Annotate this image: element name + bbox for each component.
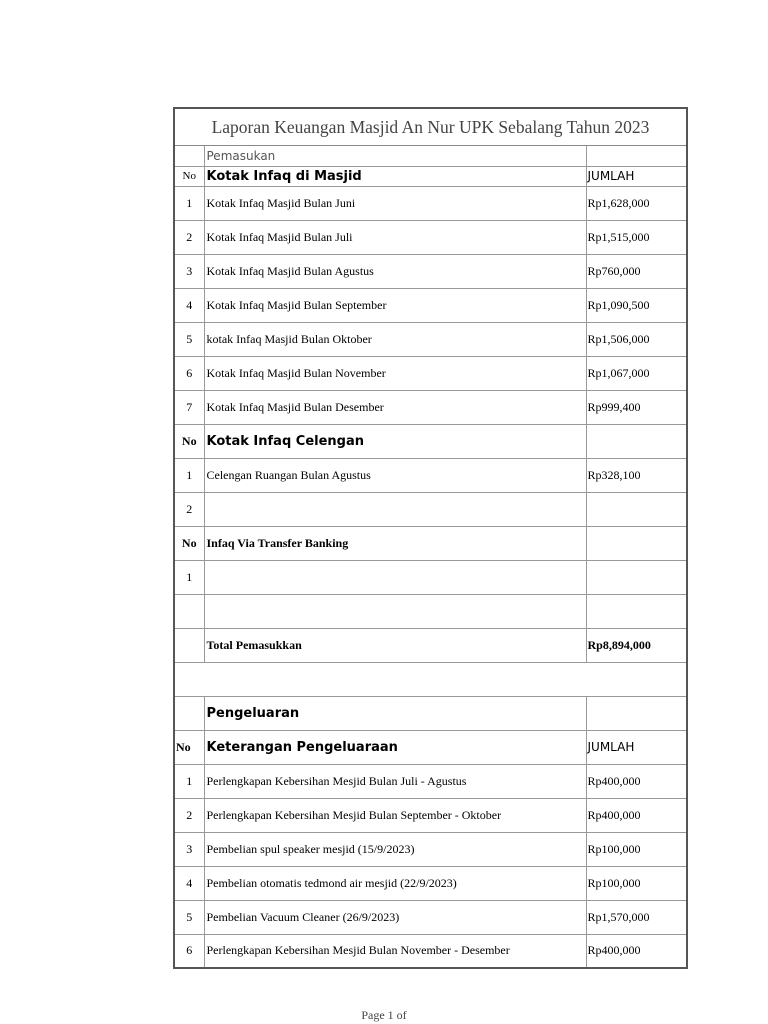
report-table <box>173 107 688 969</box>
empty-cell <box>586 146 686 166</box>
row-no: 3 <box>175 254 204 288</box>
row-no: 1 <box>175 186 204 220</box>
income-header: Pemasukan <box>204 146 586 166</box>
empty-cell <box>586 424 686 458</box>
table-row <box>175 254 686 288</box>
empty-cell <box>175 662 686 696</box>
row-amount: Rp1,628,000 <box>586 186 686 220</box>
row-no: 2 <box>175 492 204 526</box>
expense-label: Keterangan Pengeluaraan <box>204 730 586 764</box>
expense-header: Pengeluaran <box>204 696 586 730</box>
table-row <box>175 492 686 526</box>
empty-cell <box>586 696 686 730</box>
celengan-header-row <box>175 424 686 458</box>
empty-cell <box>175 146 204 166</box>
income-section-row <box>175 146 686 166</box>
table-row <box>175 798 686 832</box>
row-amount: Rp1,515,000 <box>586 220 686 254</box>
no-header: No <box>175 526 204 560</box>
row-amount <box>586 492 686 526</box>
transfer-header-row <box>175 526 686 560</box>
no-header: No <box>175 166 204 186</box>
row-no: 2 <box>175 220 204 254</box>
empty-cell <box>175 628 204 662</box>
row-no: 5 <box>175 900 204 934</box>
table-row <box>175 322 686 356</box>
row-amount: Rp1,090,500 <box>586 288 686 322</box>
empty-cell <box>204 594 586 628</box>
row-no: 4 <box>175 288 204 322</box>
row-no: 6 <box>175 356 204 390</box>
total-row <box>175 628 686 662</box>
spacer-row <box>175 662 686 696</box>
expense-section-row <box>175 696 686 730</box>
table-row <box>175 934 686 967</box>
amount-header: JUMLAH <box>586 166 686 186</box>
row-no: 1 <box>175 458 204 492</box>
row-amount: Rp400,000 <box>587 943 641 958</box>
row-amount: Rp100,000 <box>586 832 686 866</box>
table-row <box>175 560 686 594</box>
row-amount: Rp100,000 <box>586 866 686 900</box>
row-amount: Rp400,000 <box>586 764 686 798</box>
table-row <box>175 866 686 900</box>
celengan-label: Kotak Infaq Celengan <box>204 424 586 458</box>
total-amount: Rp8,894,000 <box>586 628 686 662</box>
row-desc: Kotak Infaq Masjid Bulan Juli <box>204 220 586 254</box>
row-no: 1 <box>175 764 204 798</box>
table-row <box>175 220 686 254</box>
kotak-masjid-label: Kotak Infaq di Masjid <box>204 166 586 186</box>
row-amount: Rp400,000 <box>586 798 686 832</box>
row-amount: Rp1,067,000 <box>586 356 686 390</box>
row-desc: Kotak Infaq Masjid Bulan Agustus <box>204 254 586 288</box>
row-no: 7 <box>175 390 204 424</box>
row-amount: Rp328,100 <box>586 458 686 492</box>
kotak-masjid-header-row <box>175 166 686 186</box>
expense-header-row <box>175 730 686 764</box>
table-row <box>175 764 686 798</box>
row-desc: Perlengkapan Kebersihan Mesjid Bulan Juli - Agustus <box>204 764 586 798</box>
row-no: 1 <box>175 560 204 594</box>
total-label: Total Pemasukkan <box>204 628 586 662</box>
row-desc: Kotak Infaq Masjid Bulan Juni <box>204 186 586 220</box>
row-desc: Kotak Infaq Masjid Bulan November <box>204 356 586 390</box>
row-no: 3 <box>175 832 204 866</box>
empty-cell <box>175 594 204 628</box>
row-desc: kotak Infaq Masjid Bulan Oktober <box>204 322 586 356</box>
row-no: 2 <box>175 798 204 832</box>
row-desc: Celengan Ruangan Bulan Agustus <box>204 458 586 492</box>
row-amount <box>586 560 686 594</box>
empty-cell <box>586 594 686 628</box>
table-row <box>175 186 686 220</box>
table-row <box>175 356 686 390</box>
no-header: No <box>175 730 204 764</box>
table-row <box>175 832 686 866</box>
no-header: No <box>175 424 204 458</box>
empty-row <box>175 594 686 628</box>
row-desc: Pembelian spul speaker mesjid (15/9/2023) <box>204 832 586 866</box>
row-desc: Pembelian Vacuum Cleaner (26/9/2023) <box>204 900 586 934</box>
transfer-label: Infaq Via Transfer Banking <box>204 526 586 560</box>
empty-cell <box>175 696 204 730</box>
row-desc: Perlengkapan Kebersihan Mesjid Bulan September - Oktober <box>204 798 586 832</box>
table-row <box>175 390 686 424</box>
row-no: 5 <box>175 322 204 356</box>
row-no: 6 <box>175 934 204 967</box>
page-footer: Page 1 of <box>361 1008 407 1022</box>
row-amount: Rp760,000 <box>586 254 686 288</box>
row-amount: Rp1,506,000 <box>586 322 686 356</box>
table-row <box>175 900 686 934</box>
row-desc: Kotak Infaq Masjid Bulan Desember <box>204 390 586 424</box>
table-row <box>175 288 686 322</box>
finance-table <box>175 146 686 967</box>
row-desc: Kotak Infaq Masjid Bulan September <box>204 288 586 322</box>
table-row <box>175 458 686 492</box>
row-amount: Rp1,570,000 <box>586 900 686 934</box>
row-amount: Rp999,400 <box>586 390 686 424</box>
row-desc: Perlengkapan Kebersihan Mesjid Bulan November - Desember <box>204 934 586 967</box>
row-desc <box>204 560 586 594</box>
row-no: 4 <box>175 866 204 900</box>
row-desc: Pembelian otomatis tedmond air mesjid (22/9/2023) <box>204 866 586 900</box>
empty-cell <box>586 526 686 560</box>
report-title: Laporan Keuangan Masjid An Nur UPK Sebalang Tahun 2023 <box>175 109 686 146</box>
row-desc <box>204 492 586 526</box>
amount-header: JUMLAH <box>586 730 686 764</box>
